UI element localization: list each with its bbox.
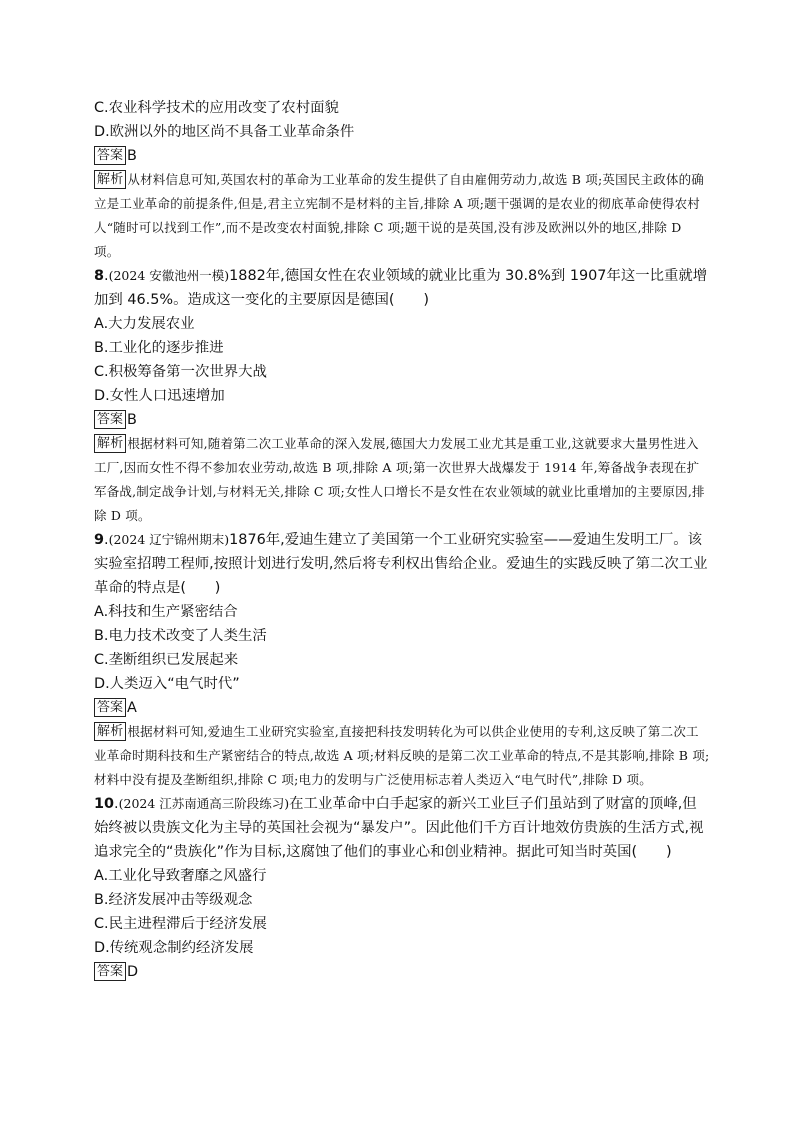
q7-answer: [94, 144, 710, 168]
q10-option-a: A.工业化导致奢靡之风盛行: [94, 868, 267, 884]
q8-stem: 8.(2024 安徽池州一模)1882年,德国女性在农业领域的就业比重为 30.8%到 1907年这一比重就增加到 46.5%。造成这一变化的主要原因是德国( ): [94, 268, 708, 308]
q10-option-c: C.民主进程滞后于经济发展: [94, 916, 267, 932]
q9-number: 9: [94, 532, 105, 548]
q9-option-d: D.人类迈入“电气时代”: [94, 676, 240, 692]
q9-option-a: A.科技和生产紧密结合: [94, 604, 238, 620]
q9-answer-value: A: [127, 700, 137, 716]
q7-option-c: C.农业科学技术的应用改变了农村面貌: [94, 100, 339, 116]
q7-explanation: [94, 168, 710, 264]
q7-option-d: D.欧洲以外的地区尚不具备工业革命条件: [94, 124, 355, 140]
q8-number: 8: [94, 268, 105, 284]
q8-answer-value: B: [127, 412, 137, 428]
q9-explanation: [94, 720, 710, 792]
q8-answer: [94, 408, 710, 432]
q8-option-c: C.积极筹备第一次世界大战: [94, 364, 267, 380]
answer-tag: 答案: [94, 410, 126, 429]
q9-option-b: B.电力技术改变了人类生活: [94, 628, 267, 644]
q9-source: (2024 辽宁锦州期末): [108, 532, 230, 547]
q8-source: (2024 安徽池州一模): [108, 268, 230, 283]
answer-tag: 答案: [94, 146, 126, 165]
q10-number: 10: [94, 796, 115, 812]
q9-explanation-text: 根据材料可知,爱迪生工业研究实验室,直接把科技发明转化为可以供企业使用的专利,这反映了第二次工业革命时期科技和生产紧密结合的特点,故选 A 项;材料反映的是第二次工业革命的特点,不是其影响,排除 B 项;材料中没有提及垄断组织,排除 C 项;电力的发明与广泛使用标志着人类迈入“电气时代”,排除 D 项。: [94, 724, 710, 787]
q10-option-b: B.经济发展冲击等级观念: [94, 892, 253, 908]
q10-answer-value: D: [127, 964, 139, 980]
q10-stem-text: 在工业革命中白手起家的新兴工业巨子们虽站到了财富的顶峰,但始终被以贵族文化为主导的英国社会视为“暴发户”。因此他们千方百计地效仿贵族的生活方式,视追求完全的“贵族化”作为目标,这腐蚀了他们的事业心和创业精神。据此可知当时英国( ): [94, 796, 704, 860]
q8-option-d: D.女性人口迅速增加: [94, 388, 225, 404]
q9-stem: 9.(2024 辽宁锦州期末)1876年,爱迪生建立了美国第一个工业研究实验室——爱迪生发明工厂。该实验室招聘工程师,按照计划进行发明,然后将专利权出售给企业。爱迪生的实践反映了第二次工业革命的特点是( ): [94, 532, 708, 596]
q7-answer-value: B: [127, 148, 137, 164]
q8-explanation-text: 根据材料可知,随着第二次工业革命的深入发展,德国大力发展工业尤其是重工业,这就要求大量男性进入工厂,因而女性不得不参加农业劳动,故选 B 项,排除 A 项;第一次世界大战爆发于 1914 年,筹备战争表现在扩军备战,制定战争计划,与材料无关,排除 C 项;女性人口增长不是女性在农业领域的就业比重增加的主要原因,排除 D 项。: [94, 436, 705, 523]
answer-tag: 答案: [94, 962, 126, 981]
exam-page: [94, 96, 710, 984]
q9-stem-text: 1876年,爱迪生建立了美国第一个工业研究实验室——爱迪生发明工厂。该实验室招聘工程师,按照计划进行发明,然后将专利权出售给企业。爱迪生的实践反映了第二次工业革命的特点是( ): [94, 532, 708, 596]
explanation-tag: 解析: [94, 434, 126, 453]
q8-option-a: A.大力发展农业: [94, 316, 195, 332]
q9-option-c: C.垄断组织已发展起来: [94, 652, 239, 668]
explanation-tag: 解析: [94, 722, 126, 741]
answer-tag: 答案: [94, 698, 126, 717]
q8-option-b: B.工业化的逐步推进: [94, 340, 224, 356]
q10-option-d: D.传统观念制约经济发展: [94, 940, 254, 956]
q7-explanation-text: 从材料信息可知,英国农村的革命为工业革命的发生提供了自由雇佣劳动力,故选 B 项;英国民主政体的确立是工业革命的前提条件,但是,君主立宪制不是材料的主旨,排除 A 项;题干强调的是农业的彻底革命使得农村人“随时可以找到工作”,而不是改变农村面貌,排除 C 项;题干说的是英国,没有涉及欧洲以外的地区,排除 D 项。: [94, 172, 704, 259]
q10-answer: [94, 960, 710, 984]
q10-stem: 10.(2024 江苏南通高三阶段练习)在工业革命中白手起家的新兴工业巨子们虽站到了财富的顶峰,但始终被以贵族文化为主导的英国社会视为“暴发户”。因此他们千方百计地效仿贵族的生活方式,视追求完全的“贵族化”作为目标,这腐蚀了他们的事业心和创业精神。据此可知当时英国( ): [94, 796, 704, 860]
q8-explanation: [94, 432, 710, 528]
q8-stem-text: 1882年,德国女性在农业领域的就业比重为 30.8%到 1907年这一比重就增加到 46.5%。造成这一变化的主要原因是德国( ): [94, 268, 708, 308]
q9-answer: [94, 696, 710, 720]
q10-source: (2024 江苏南通高三阶段练习): [118, 796, 290, 811]
explanation-tag: 解析: [94, 170, 126, 189]
